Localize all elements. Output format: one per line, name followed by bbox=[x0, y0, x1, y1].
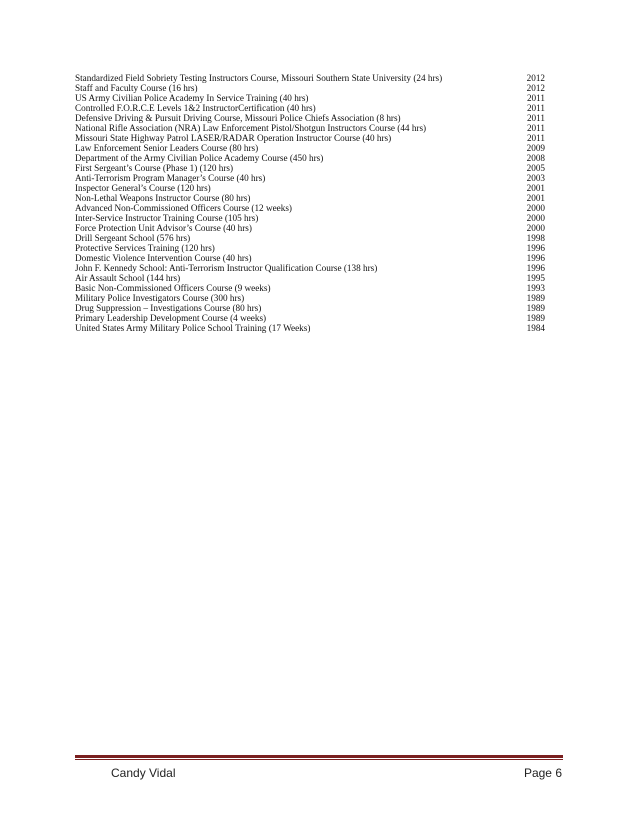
course-name: Controlled F.O.R.C.E Levels 1&2 InstructorCertification (40 hrs) bbox=[75, 103, 316, 113]
course-year: 2003 bbox=[526, 173, 545, 183]
course-year: 1996 bbox=[526, 253, 545, 263]
course-name: John F. Kennedy School: Anti-Terrorism Instructor Qualification Course (138 hrs) bbox=[75, 263, 378, 273]
course-year: 1993 bbox=[526, 283, 545, 293]
course-name: Missouri State Highway Patrol LASER/RADAR Operation Instructor Course (40 hrs) bbox=[75, 133, 392, 143]
course-year: 1995 bbox=[526, 273, 545, 283]
footer-rule bbox=[75, 755, 563, 758]
course-year: 1996 bbox=[526, 263, 545, 273]
course-year: 1984 bbox=[526, 323, 545, 333]
course-row bbox=[75, 193, 555, 203]
course-name: First Sergeant’s Course (Phase 1) (120 hrs) bbox=[75, 163, 234, 173]
course-year: 1989 bbox=[526, 303, 545, 313]
course-name: Drug Suppression – Investigations Course (80 hrs) bbox=[75, 303, 262, 313]
course-row bbox=[75, 273, 555, 283]
course-name: Drill Sergeant School (576 hrs) bbox=[75, 233, 191, 243]
course-year: 2012 bbox=[526, 83, 545, 93]
course-name: Anti-Terrorism Program Manager’s Course (40 hrs) bbox=[75, 173, 266, 183]
course-row bbox=[75, 133, 555, 143]
course-row bbox=[75, 323, 555, 333]
course-row bbox=[75, 253, 555, 263]
course-row bbox=[75, 293, 555, 303]
course-name: Inspector General’s Course (120 hrs) bbox=[75, 183, 211, 193]
course-name: National Rifle Association (NRA) Law Enforcement Pistol/Shotgun Instructors Course (44 hrs) bbox=[75, 123, 427, 133]
course-name: Air Assault School (144 hrs) bbox=[75, 273, 181, 283]
course-year: 1996 bbox=[526, 243, 545, 253]
course-year: 2011 bbox=[526, 123, 545, 133]
course-year: 1989 bbox=[526, 293, 545, 303]
course-name: Advanced Non-Commissioned Officers Course (12 weeks) bbox=[75, 203, 292, 213]
course-year: 1998 bbox=[526, 233, 545, 243]
course-year: 2000 bbox=[526, 213, 545, 223]
footer-rule-thin bbox=[75, 759, 563, 760]
course-row bbox=[75, 123, 555, 133]
course-row bbox=[75, 143, 555, 153]
course-year: 2009 bbox=[526, 143, 545, 153]
course-name: Department of the Army Civilian Police Academy Course (450 hrs) bbox=[75, 153, 324, 163]
course-row bbox=[75, 103, 555, 113]
course-year: 2000 bbox=[526, 203, 545, 213]
course-row bbox=[75, 183, 555, 193]
course-year: 2011 bbox=[526, 113, 545, 123]
course-year: 2001 bbox=[526, 183, 545, 193]
course-row bbox=[75, 93, 555, 103]
course-row bbox=[75, 223, 555, 233]
course-year: 2000 bbox=[526, 223, 545, 233]
course-row bbox=[75, 173, 555, 183]
course-year: 2001 bbox=[526, 193, 545, 203]
course-row bbox=[75, 113, 555, 123]
course-row bbox=[75, 73, 555, 83]
course-row bbox=[75, 263, 555, 273]
course-row bbox=[75, 303, 555, 313]
course-year: 2005 bbox=[526, 163, 545, 173]
course-year: 2012 bbox=[526, 73, 545, 83]
course-row bbox=[75, 243, 555, 253]
course-name: Staff and Faculty Course (16 hrs) bbox=[75, 83, 198, 93]
course-row bbox=[75, 313, 555, 323]
course-name: United States Army Military Police School Training (17 Weeks) bbox=[75, 323, 311, 333]
course-list bbox=[75, 73, 555, 333]
course-year: 2011 bbox=[526, 93, 545, 103]
course-name: Domestic Violence Intervention Course (40 hrs) bbox=[75, 253, 252, 263]
course-name: Non-Lethal Weapons Instructor Course (80 hrs) bbox=[75, 193, 251, 203]
course-row bbox=[75, 283, 555, 293]
course-row bbox=[75, 163, 555, 173]
course-name: Basic Non-Commissioned Officers Course (9 weeks) bbox=[75, 283, 271, 293]
footer-author-name: Candy Vidal bbox=[111, 766, 176, 780]
course-row bbox=[75, 213, 555, 223]
course-year: 1989 bbox=[526, 313, 545, 323]
course-name: US Army Civilian Police Academy In Service Training (40 hrs) bbox=[75, 93, 309, 103]
course-name: Standardized Field Sobriety Testing Instructors Course, Missouri Southern State University (24 hrs) bbox=[75, 73, 443, 83]
course-name: Inter-Service Instructor Training Course (105 hrs) bbox=[75, 213, 259, 223]
course-row bbox=[75, 153, 555, 163]
course-year: 2008 bbox=[526, 153, 545, 163]
course-name: Protective Services Training (120 hrs) bbox=[75, 243, 215, 253]
course-year: 2011 bbox=[526, 103, 545, 113]
course-name: Military Police Investigators Course (300 hrs) bbox=[75, 293, 245, 303]
course-name: Defensive Driving & Pursuit Driving Course, Missouri Police Chiefs Association (8 hrs) bbox=[75, 113, 401, 123]
course-row bbox=[75, 203, 555, 213]
course-name: Force Protection Unit Advisor’s Course (40 hrs) bbox=[75, 223, 252, 233]
footer-page-number: Page 6 bbox=[523, 766, 562, 780]
course-row bbox=[75, 83, 555, 93]
course-row bbox=[75, 233, 555, 243]
course-year: 2011 bbox=[526, 133, 545, 143]
course-name: Law Enforcement Senior Leaders Course (80 hrs) bbox=[75, 143, 259, 153]
course-name: Primary Leadership Development Course (4 weeks) bbox=[75, 313, 267, 323]
